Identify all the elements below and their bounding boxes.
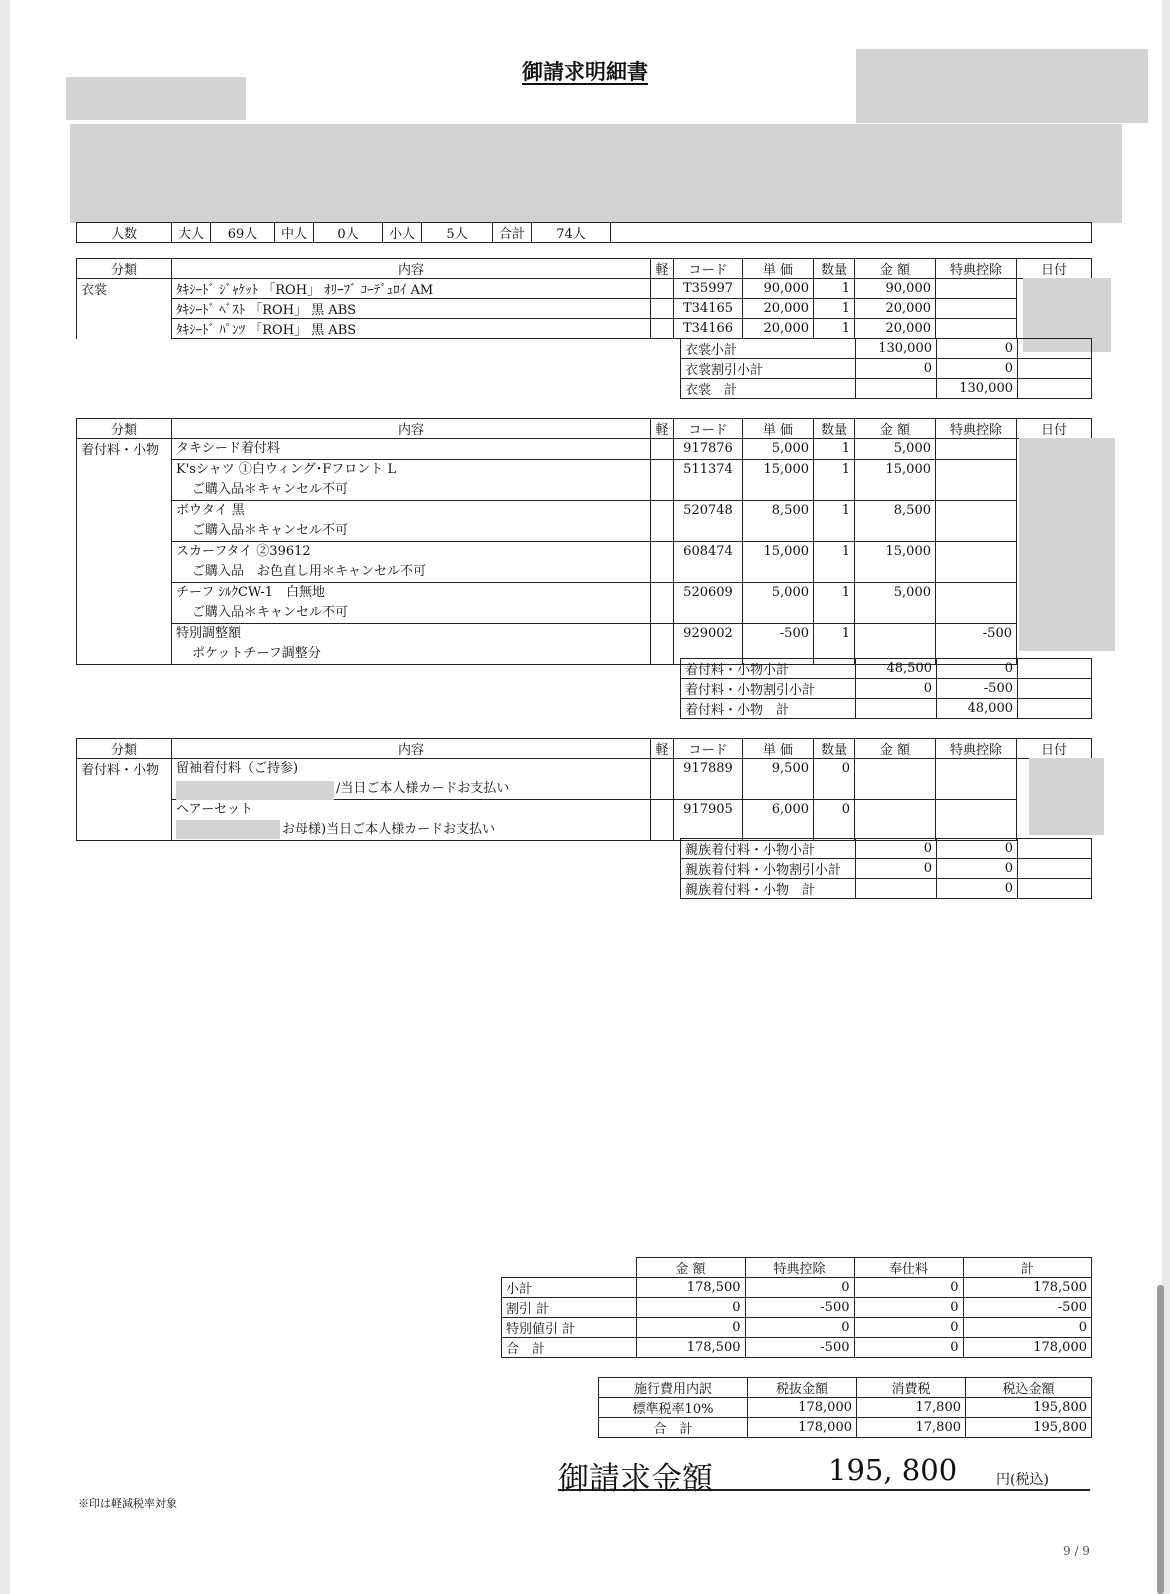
dressing-table: 分類 内容 軽 コード 単 価 数量 金 額 特典控除 日付 着付料・小物 タキシード着付料 917876 5,000 1 5,000 K'sシャツ ①白ウィング･Fフロント L ご購入品＊キャンセル不可 511374 15,000 1 15,000 ボウタイ 黒 ご購入品＊キャンセル不可 520748 8,500 1 8,500 スカーフタイ ②39612 ご購入品 お色直し用＊キャンセル不可 608474 15,000 1 15,000 チーフ ｼﾙｸCW-1 白無地 ご購入品＊キャンセル不可 520609 5,000 1 5,000 特別調整額 ポケットチーフ調整分 929002 -500 1 -500 [76,418,1092,665]
table-row: ヘアーセット お母様)当日ご本人様カードお支払い 917905 6,000 0 [77,800,1092,841]
redacted-block [66,77,246,120]
grand-total [558,1453,1090,1497]
redacted-block [176,781,334,800]
grand-total-amount: 195, 800 [828,1453,958,1487]
costume-table: 分類 内容 軽 コード 単 価 数量 金 額 特典控除 日付 衣裳 ﾀｷｼｰﾄﾞ ｼﾞｬｹｯﾄ 「ROH」 ｵﾘｰﾌﾞ ｺｰﾃﾞｭﾛｲ AM T35997 90,000 1 90,000 ﾀｷｼｰﾄﾞ ﾍﾞｽﾄ 「ROH」 黒 ABS T34165 20,000 1 20,000 ﾀｷｼｰﾄﾞ ﾊﾟﾝﾂ 「ROH」 黒 ABS T34166 20,000 1 20,000 [76,258,1092,339]
redacted-block [70,124,1122,223]
dressing-subtotals: 着付料・小物小計 48,500 0 着付料・小物割引小計 0 -500 着付料・小物 計 48,000 [680,658,1092,719]
table-row: 着付料・小物 タキシード着付料 917876 5,000 1 5,000 [77,439,1092,460]
grand-total-unit: 円(税込) [996,1472,1049,1488]
table-row: チーフ ｼﾙｸCW-1 白無地 ご購入品＊キャンセル不可 520609 5,000 1 5,000 [77,583,1092,624]
redacted-block [1029,758,1104,835]
costume-subtotals: 衣裳小計 130,000 0 衣裳割引小計 0 0 衣裳 計 130,000 [680,338,1092,399]
redacted-block [176,820,280,839]
table-row: ボウタイ 黒 ご購入品＊キャンセル不可 520748 8,500 1 8,500 [77,501,1092,542]
table-row: 着付料・小物 留袖着付料（ご持参) /当日ご本人様カードお支払い 917889 9,500 0 [77,759,1092,800]
summary-table: 金 額 特典控除 奉仕料 計 小計 178,500 0 0 178,500 割引 計 0 -500 0 -500 特別値引 計 0 0 0 0 合 計 178,500 -500 0 178,000 [501,1257,1092,1358]
table-row: K'sシャツ ①白ウィング･Fフロント L ご購入品＊キャンセル不可 511374 15,000 1 15,000 [77,460,1092,501]
family-dressing-table: 分類 内容 軽 コード 単 価 数量 金 額 特典控除 日付 着付料・小物 留袖着付料（ご持参) /当日ご本人様カードお支払い 917889 9,500 0 ヘアーセット お母様)当日ご本人様カードお支払い 917905 6,000 0 [76,738,1092,841]
redacted-block [856,49,1148,123]
footnote: ※印は軽減税率対象 [78,1497,177,1510]
table-row: ﾀｷｼｰﾄﾞ ﾍﾞｽﾄ 「ROH」 黒 ABS T34165 20,000 1 20,000 [77,299,1092,319]
table-row: スカーフタイ ②39612 ご購入品 お色直し用＊キャンセル不可 608474 15,000 1 15,000 [77,542,1092,583]
grand-total-label: 御請求金額 [558,1461,713,1497]
family-subtotals: 親族着付料・小物小計 0 0 親族着付料・小物割引小計 0 0 親族着付料・小物 計 0 [680,838,1092,899]
scrollbar[interactable] [1157,1285,1164,1594]
table-row: ﾀｷｼｰﾄﾞ ﾊﾟﾝﾂ 「ROH」 黒 ABS T34166 20,000 1 20,000 [77,319,1092,339]
table-row: 特別調整額 ポケットチーフ調整分 929002 -500 1 -500 [77,624,1092,665]
people-count-table: 人数 大人 69人 中人 0人 小人 5人 合計 74人 [76,222,1092,243]
table-row: 衣裳 ﾀｷｼｰﾄﾞ ｼﾞｬｹｯﾄ 「ROH」 ｵﾘｰﾌﾞ ｺｰﾃﾞｭﾛｲ AM T35997 90,000 1 90,000 [77,279,1092,299]
tax-table: 施行費用内訳 税抜金額 消費税 税込金額 標準税率10% 178,000 17,800 195,800 合 計 178,000 17,800 195,800 [598,1377,1092,1438]
redacted-block [1019,438,1115,651]
page-title: 御請求明細書 [522,59,648,84]
page-number: 9 / 9 [1063,1544,1090,1558]
